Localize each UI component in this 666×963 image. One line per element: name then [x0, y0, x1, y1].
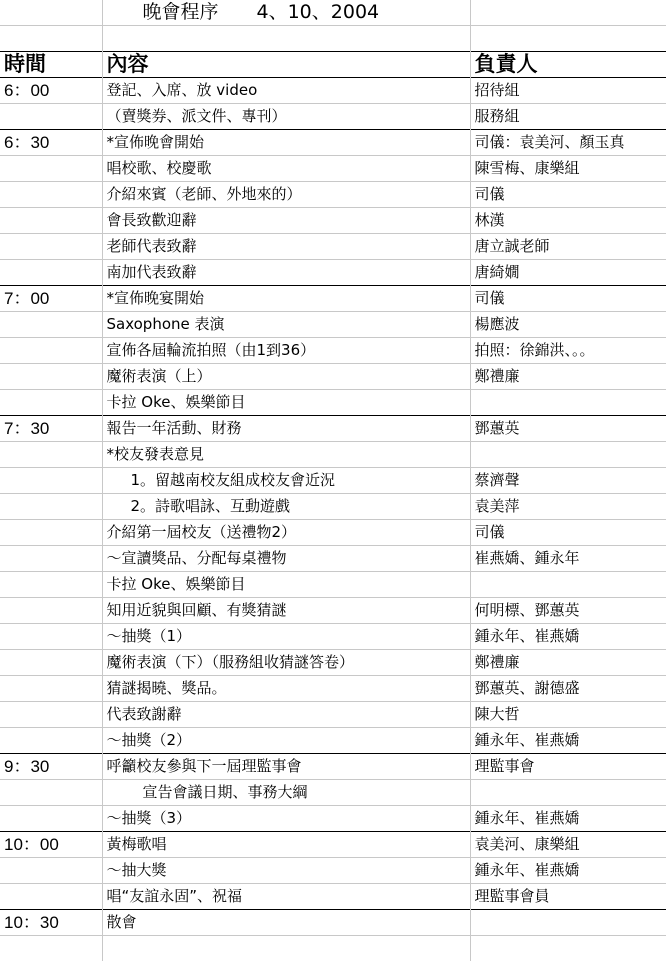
- person-cell: [470, 390, 666, 416]
- content-cell: ～抽獎（3）: [102, 806, 470, 832]
- content-cell: 唱“友誼永固”、祝福: [102, 884, 470, 910]
- time-cell: [0, 546, 102, 572]
- person-cell: 鄭禮廉: [470, 650, 666, 676]
- content-cell: 散會: [102, 910, 470, 936]
- program-row: [0, 286, 666, 312]
- title-cell-empty-right: [470, 0, 666, 26]
- content-cell: 黃梅歌唱: [102, 832, 470, 858]
- program-row: [0, 494, 666, 520]
- person-cell: [470, 936, 666, 962]
- content-cell: 魔術表演（上）: [102, 364, 470, 390]
- person-cell: 鍾永年、崔燕嬌: [470, 858, 666, 884]
- content-cell: 魔術表演（下）（服務組收猜謎答卷）: [102, 650, 470, 676]
- program-row: [0, 624, 666, 650]
- person-cell: [470, 572, 666, 598]
- time-cell: [0, 624, 102, 650]
- content-cell: ～抽獎（1）: [102, 624, 470, 650]
- content-cell: 卡拉 Oke、娛樂節目: [102, 390, 470, 416]
- content-cell: 宣佈各屆輪流拍照（由1到36）: [102, 338, 470, 364]
- time-cell: [0, 468, 102, 494]
- content-cell: 代表致謝辭: [102, 702, 470, 728]
- person-cell: [470, 910, 666, 936]
- time-cell: 6：30: [0, 130, 102, 156]
- program-row: [0, 858, 666, 884]
- person-cell: 蔡濟聲: [470, 468, 666, 494]
- time-cell: 9：30: [0, 754, 102, 780]
- content-cell: Saxophone 表演: [102, 312, 470, 338]
- person-cell: 林漢: [470, 208, 666, 234]
- content-cell: ～抽大獎: [102, 858, 470, 884]
- person-cell: 楊應波: [470, 312, 666, 338]
- person-cell: 鄧蕙英、謝德盛: [470, 676, 666, 702]
- header-row: [0, 52, 666, 78]
- person-cell: 鍾永年、崔燕嬌: [470, 728, 666, 754]
- time-cell: 6：00: [0, 78, 102, 104]
- program-row: [0, 78, 666, 104]
- time-cell: [0, 442, 102, 468]
- person-cell: 陳雪梅、康樂組: [470, 156, 666, 182]
- person-cell: 司儀: [470, 182, 666, 208]
- content-cell: 猜謎揭曉、獎品。: [102, 676, 470, 702]
- time-cell: [0, 936, 102, 962]
- content-cell: 1。留越南校友組成校友會近況: [102, 468, 470, 494]
- time-cell: [0, 520, 102, 546]
- program-row: [0, 754, 666, 780]
- time-cell: [0, 390, 102, 416]
- content-cell: [102, 936, 470, 962]
- time-cell: [0, 806, 102, 832]
- program-row: [0, 182, 666, 208]
- time-cell: 10：00: [0, 832, 102, 858]
- program-row: [0, 650, 666, 676]
- program-row: [0, 312, 666, 338]
- content-cell: 老師代表致辭: [102, 234, 470, 260]
- time-cell: 7：30: [0, 416, 102, 442]
- program-row: [0, 442, 666, 468]
- content-cell: （賣獎券、派文件、專刊）: [102, 104, 470, 130]
- time-cell: [0, 234, 102, 260]
- header-time: 時間: [0, 52, 102, 78]
- content-cell: 呼籲校友參與下一屆理監事會: [102, 754, 470, 780]
- time-cell: [0, 260, 102, 286]
- program-row: [0, 546, 666, 572]
- content-cell: 介紹第一屆校友（送禮物2）: [102, 520, 470, 546]
- program-row: [0, 728, 666, 754]
- person-cell: 理監事會: [470, 754, 666, 780]
- program-row: [0, 676, 666, 702]
- program-row: [0, 364, 666, 390]
- time-cell: [0, 780, 102, 806]
- time-cell: [0, 702, 102, 728]
- content-cell: 2。詩歌唱詠、互動遊戲: [102, 494, 470, 520]
- content-cell: 南加代表致辭: [102, 260, 470, 286]
- content-cell: 知用近貌與回顧、有獎猜謎: [102, 598, 470, 624]
- person-cell: 服務組: [470, 104, 666, 130]
- program-row: [0, 104, 666, 130]
- person-cell: 招待組: [470, 78, 666, 104]
- time-cell: [0, 858, 102, 884]
- program-row: [0, 234, 666, 260]
- person-cell: 司儀: [470, 286, 666, 312]
- content-cell: ～抽獎（2）: [102, 728, 470, 754]
- content-cell: *宣佈晚宴開始: [102, 286, 470, 312]
- header-person: 負責人: [470, 52, 666, 78]
- content-cell: *校友發表意見: [102, 442, 470, 468]
- content-cell: 登記、入席、放 video: [102, 78, 470, 104]
- person-cell: [470, 442, 666, 468]
- time-cell: [0, 208, 102, 234]
- person-cell: 陳大哲: [470, 702, 666, 728]
- person-cell: 袁美萍: [470, 494, 666, 520]
- content-cell: 介紹來賓（老師、外地來的）: [102, 182, 470, 208]
- content-cell: 唱校歌、校慶歌: [102, 156, 470, 182]
- person-cell: 何明標、鄧蕙英: [470, 598, 666, 624]
- person-cell: 鍾永年、崔燕嬌: [470, 806, 666, 832]
- person-cell: 拍照：徐錦洪、。。: [470, 338, 666, 364]
- program-row: [0, 130, 666, 156]
- time-cell: [0, 884, 102, 910]
- person-cell: [470, 780, 666, 806]
- blank-row: [0, 26, 666, 52]
- program-row: [0, 884, 666, 910]
- program-row: [0, 520, 666, 546]
- program-row: [0, 806, 666, 832]
- page-title: 晚會程序 4、10、2004: [102, 0, 470, 26]
- program-row: [0, 208, 666, 234]
- time-cell: [0, 104, 102, 130]
- program-row: [0, 390, 666, 416]
- content-cell: 報告一年活動、財務: [102, 416, 470, 442]
- time-cell: [0, 156, 102, 182]
- content-cell: *宣佈晚會開始: [102, 130, 470, 156]
- person-cell: 崔燕嬌、鍾永年: [470, 546, 666, 572]
- program-row: [0, 832, 666, 858]
- person-cell: 唐綺嫺: [470, 260, 666, 286]
- program-row: [0, 910, 666, 936]
- time-cell: [0, 182, 102, 208]
- program-row: [0, 338, 666, 364]
- title-cell-empty: [0, 0, 102, 26]
- time-cell: 7：00: [0, 286, 102, 312]
- program-row: [0, 468, 666, 494]
- person-cell: 司儀：袁美河、顏玉真: [470, 130, 666, 156]
- time-cell: 10：30: [0, 910, 102, 936]
- time-cell: [0, 676, 102, 702]
- program-row: [0, 572, 666, 598]
- time-cell: [0, 494, 102, 520]
- program-row: [0, 156, 666, 182]
- content-cell: 宣告會議日期、事務大綱: [102, 780, 470, 806]
- time-cell: [0, 572, 102, 598]
- time-cell: [0, 728, 102, 754]
- program-row: [0, 702, 666, 728]
- person-cell: 司儀: [470, 520, 666, 546]
- time-cell: [0, 650, 102, 676]
- person-cell: 袁美河、康樂組: [470, 832, 666, 858]
- program-row: [0, 416, 666, 442]
- program-row: [0, 598, 666, 624]
- time-cell: [0, 312, 102, 338]
- title-row: [0, 0, 666, 26]
- content-cell: ～宣讀獎品、分配每桌禮物: [102, 546, 470, 572]
- program-row: [0, 260, 666, 286]
- person-cell: 鄧蕙英: [470, 416, 666, 442]
- header-content: 內容: [102, 52, 470, 78]
- content-cell: 卡拉 Oke、娛樂節目: [102, 572, 470, 598]
- time-cell: [0, 338, 102, 364]
- person-cell: 鄭禮廉: [470, 364, 666, 390]
- program-row: [0, 780, 666, 806]
- content-cell: 會長致歡迎辭: [102, 208, 470, 234]
- time-cell: [0, 598, 102, 624]
- program-row: [0, 936, 666, 962]
- time-cell: [0, 364, 102, 390]
- person-cell: 鍾永年、崔燕嬌: [470, 624, 666, 650]
- person-cell: 理監事會員: [470, 884, 666, 910]
- person-cell: 唐立誠老師: [470, 234, 666, 260]
